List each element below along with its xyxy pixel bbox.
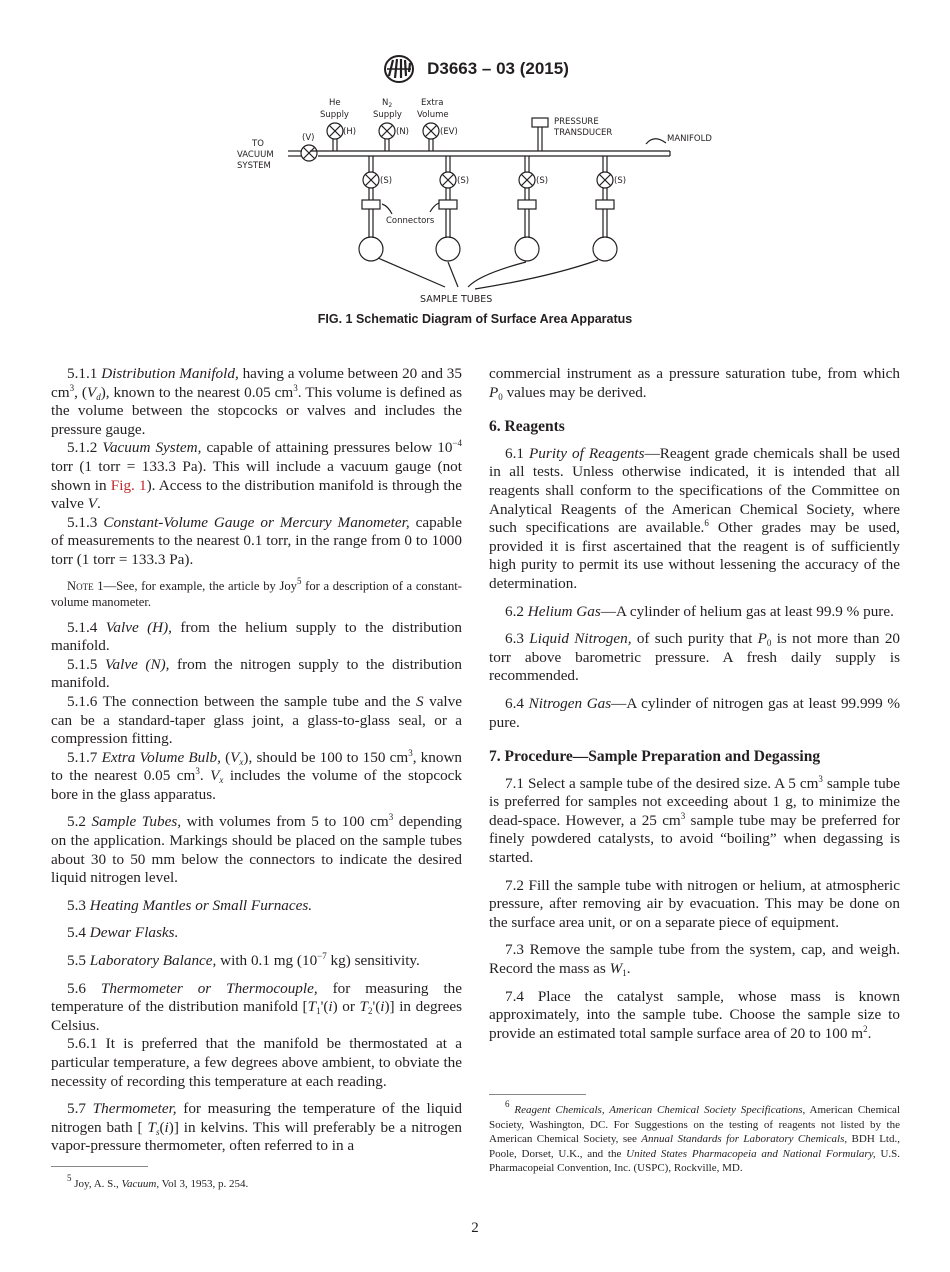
- paragraph-6-2: 6.2 Helium Gas—A cylinder of helium gas at least 99.9 % pure.: [505, 602, 894, 620]
- footnote-5: $^5$ Joy, A. S., Vacuum, Vol 3, 1953, p. 254.: [67, 1173, 249, 1190]
- label-connectors: Connectors: [386, 216, 435, 226]
- paragraph-5-6: 5.6 Thermometer or Thermocouple, for measuring the temperature of the distribution manifold [$T_1'(i)$ or $T_2'(i)$] in degrees Celsius.: [51, 979, 463, 1034]
- paragraph-5-1-1: 5.1.1 Distribution Manifold, having a volume between 20 and 35 $cm^3$, $(V_d)$, known to the nearest 0.05 $cm^3$. This volume is defined as the volume between the stopcocks or valves and includes the pressure gauge.: [51, 365, 463, 438]
- footnote-6: $^6$ Reagent Chemicals, American Chemical Society Specifications, American Chemical Society, Washington, DC. For Suggestions on the testing of reagents not listed by the American Chemical Society, see Annual Standards for Laboratory Chemicals, BDH Ltd., Poole, Dorset, U.K., and the United States Pharmacopeia and National Formulary, U.S. Pharmacopeial Convention, Inc. (USPC), Rockville, MD.: [489, 1099, 901, 1175]
- paragraph-6-3: 6.3 Liquid Nitrogen, of such purity that $P_0$ is not more than 20 torr above barometric pressure. A fresh daily supply is recommended.: [489, 630, 901, 685]
- left-column: [51, 365, 462, 1156]
- label-vacuum: VACUUM: [237, 150, 274, 160]
- astm-logo-icon: [381, 54, 417, 84]
- figure-caption: FIG. 1 Schematic Diagram of Surface Area Apparatus: [317, 312, 633, 326]
- label-valve-v: (V): [302, 133, 315, 143]
- right-column: [489, 365, 900, 1043]
- paragraph-5-7-continued: commercial instrument as a pressure saturation tube, from which $P_0$ values may be derived.: [489, 365, 900, 402]
- section-heading-6: 6. Reagents: [489, 418, 565, 436]
- paragraph-6-1: 6.1 Purity of Reagents—Reagent grade chemicals shall be used in all tests. Unless otherwise indicated, it is intended that all reagents shall conform to the specifications of the Committee on Analytical Reagents of the American Chemical Society, where such specifications are available.$^6$ Other grades may be used, provided it is first ascertained that the reagent is of sufficiently high purity to permit its use without lessening the accuracy of the determination.: [489, 444, 901, 592]
- paragraph-5-1-7: 5.1.7 Extra Volume Bulb, $(V_x)$, should be 100 to 150 $cm^3$, known to the nearest 0.05 $cm^3$. $V_x$ includes the volume of the stopcock bore in the glass apparatus.: [51, 747, 463, 803]
- page-number: 2: [471, 1220, 479, 1236]
- label-to: TO: [252, 139, 264, 149]
- paragraph-5-4: 5.4 Dewar Flasks.: [67, 924, 179, 942]
- section-heading-7: 7. Procedure—Sample Preparation and Degassing: [489, 748, 821, 766]
- document-designation: D3663 – 03 (2015): [427, 59, 569, 78]
- footnote-divider: [51, 1166, 148, 1167]
- label-pressure: PRESSURE: [554, 117, 599, 127]
- label-he-supply: Supply: [320, 110, 349, 120]
- paragraph-7-1: 7.1 Select a sample tube of the desired size. A 5 $cm^3$ sample tube is preferred for samples not exceeding about 1 g, to minimize the dead-space. However, a 25 $cm^3$ sample tube may be preferred for finely powdered catalysts, to avoid “boiling” when degassing is started.: [489, 773, 900, 867]
- paragraph-5-7: 5.7 Thermometer, for measuring the temperature of the liquid nitrogen bath [ $T_s(i)$] in kelvins. This will preferably be a nitrogen vapor-pressure thermometer, often referred to in a: [51, 1100, 462, 1155]
- paragraph-5-1-6: 5.1.6 The connection between the sample tube and the S valve can be a standard-taper glass joint, a glass-to-glass seal, or a compression fitting.: [51, 692, 462, 748]
- page-header: [0, 54, 950, 84]
- label-extra: Extra: [421, 98, 444, 108]
- label-valve-s: (S): [457, 176, 470, 186]
- label-n2-supply: Supply: [373, 110, 402, 120]
- paragraph-5-6-1: 5.6.1 It is preferred that the manifold be thermostated at a particular temperature, a few degrees above ambient, to obviate the necessity of recording this temperature at each reading.: [51, 1035, 462, 1090]
- label-manifold: MANIFOLD: [667, 134, 712, 144]
- label-sample-tubes: SAMPLE TUBES: [420, 294, 493, 305]
- label-transducer: TRANSDUCER: [554, 128, 613, 138]
- paragraph-5-1-5: 5.1.5 Valve (N), from the nitrogen supply to the distribution manifold.: [51, 655, 462, 692]
- label-valve-n: (N): [396, 127, 409, 137]
- footnote-divider: [489, 1094, 586, 1095]
- paragraph-5-5: 5.5 Laboratory Balance, with 0.1 mg ($10^{-7}$ kg) sensitivity.: [67, 951, 420, 970]
- label-n2: $N_2$: [382, 98, 393, 109]
- label-valve-s: (S): [380, 176, 393, 186]
- label-system: SYSTEM: [237, 161, 271, 171]
- label-volume: Volume: [417, 110, 449, 120]
- paragraph-5-1-3: 5.1.3 Constant-Volume Gauge or Mercury Manometer, capable of measurements to the nearest 0.1 torr, in the range from 0 to 1000 torr (1 torr = 133.3 Pa).: [51, 513, 463, 568]
- label-valve-s: (S): [536, 176, 549, 186]
- paragraph-5-3: 5.3 Heating Mantles or Small Furnaces.: [67, 896, 313, 914]
- label-valve-ev: (EV): [440, 127, 458, 137]
- paragraph-5-1-2: 5.1.2 Vacuum System, capable of attaining pressures below $10^{-4}$ torr (1 torr = 133.3 Pa). This will include a vacuum gauge (not shown in Fig. 1). Access to the distribution manifold is through the valve V.: [51, 438, 462, 513]
- label-he: He: [329, 98, 341, 108]
- fig-1-link[interactable]: Fig. 1: [110, 476, 147, 494]
- paragraph-5-1-4: 5.1.4 Valve (H), from the helium supply to the distribution manifold.: [51, 618, 463, 655]
- paragraph-7-4: 7.4 Place the catalyst sample, whose mass is known approximately, into the sample tube. Choose the sample size to provide an estimated total sample surface area of 20 to 100 $m^2$.: [489, 987, 900, 1042]
- paragraph-7-2: 7.2 Fill the sample tube with nitrogen or helium, at atmospheric pressure, after removing air by evacuation. This may be done on the surface area unit, or on a separate piece of equipment.: [489, 876, 900, 931]
- paragraph-7-3: 7.3 Remove the sample tube from the system, cap, and weigh. Record the mass as $W_1$.: [489, 941, 900, 979]
- paragraph-5-2: 5.2 Sample Tubes, with volumes from 5 to 100 $cm^3$ depending on the application. Markings should be placed on the sample tubes about 30 to 50 mm below the connectors to indicate the desired liquid nitrogen level.: [51, 812, 463, 887]
- paragraph-6-4: 6.4 Nitrogen Gas—A cylinder of nitrogen gas at least 99.999 % pure.: [489, 694, 901, 731]
- note-1: Note 1—See, for example, the article by Joy$^5$ for a description of a constant-volume manometer.: [51, 575, 462, 610]
- schematic-diagram: [230, 92, 730, 312]
- label-valve-h: (H): [343, 127, 357, 137]
- label-valve-s: (S): [614, 176, 627, 186]
